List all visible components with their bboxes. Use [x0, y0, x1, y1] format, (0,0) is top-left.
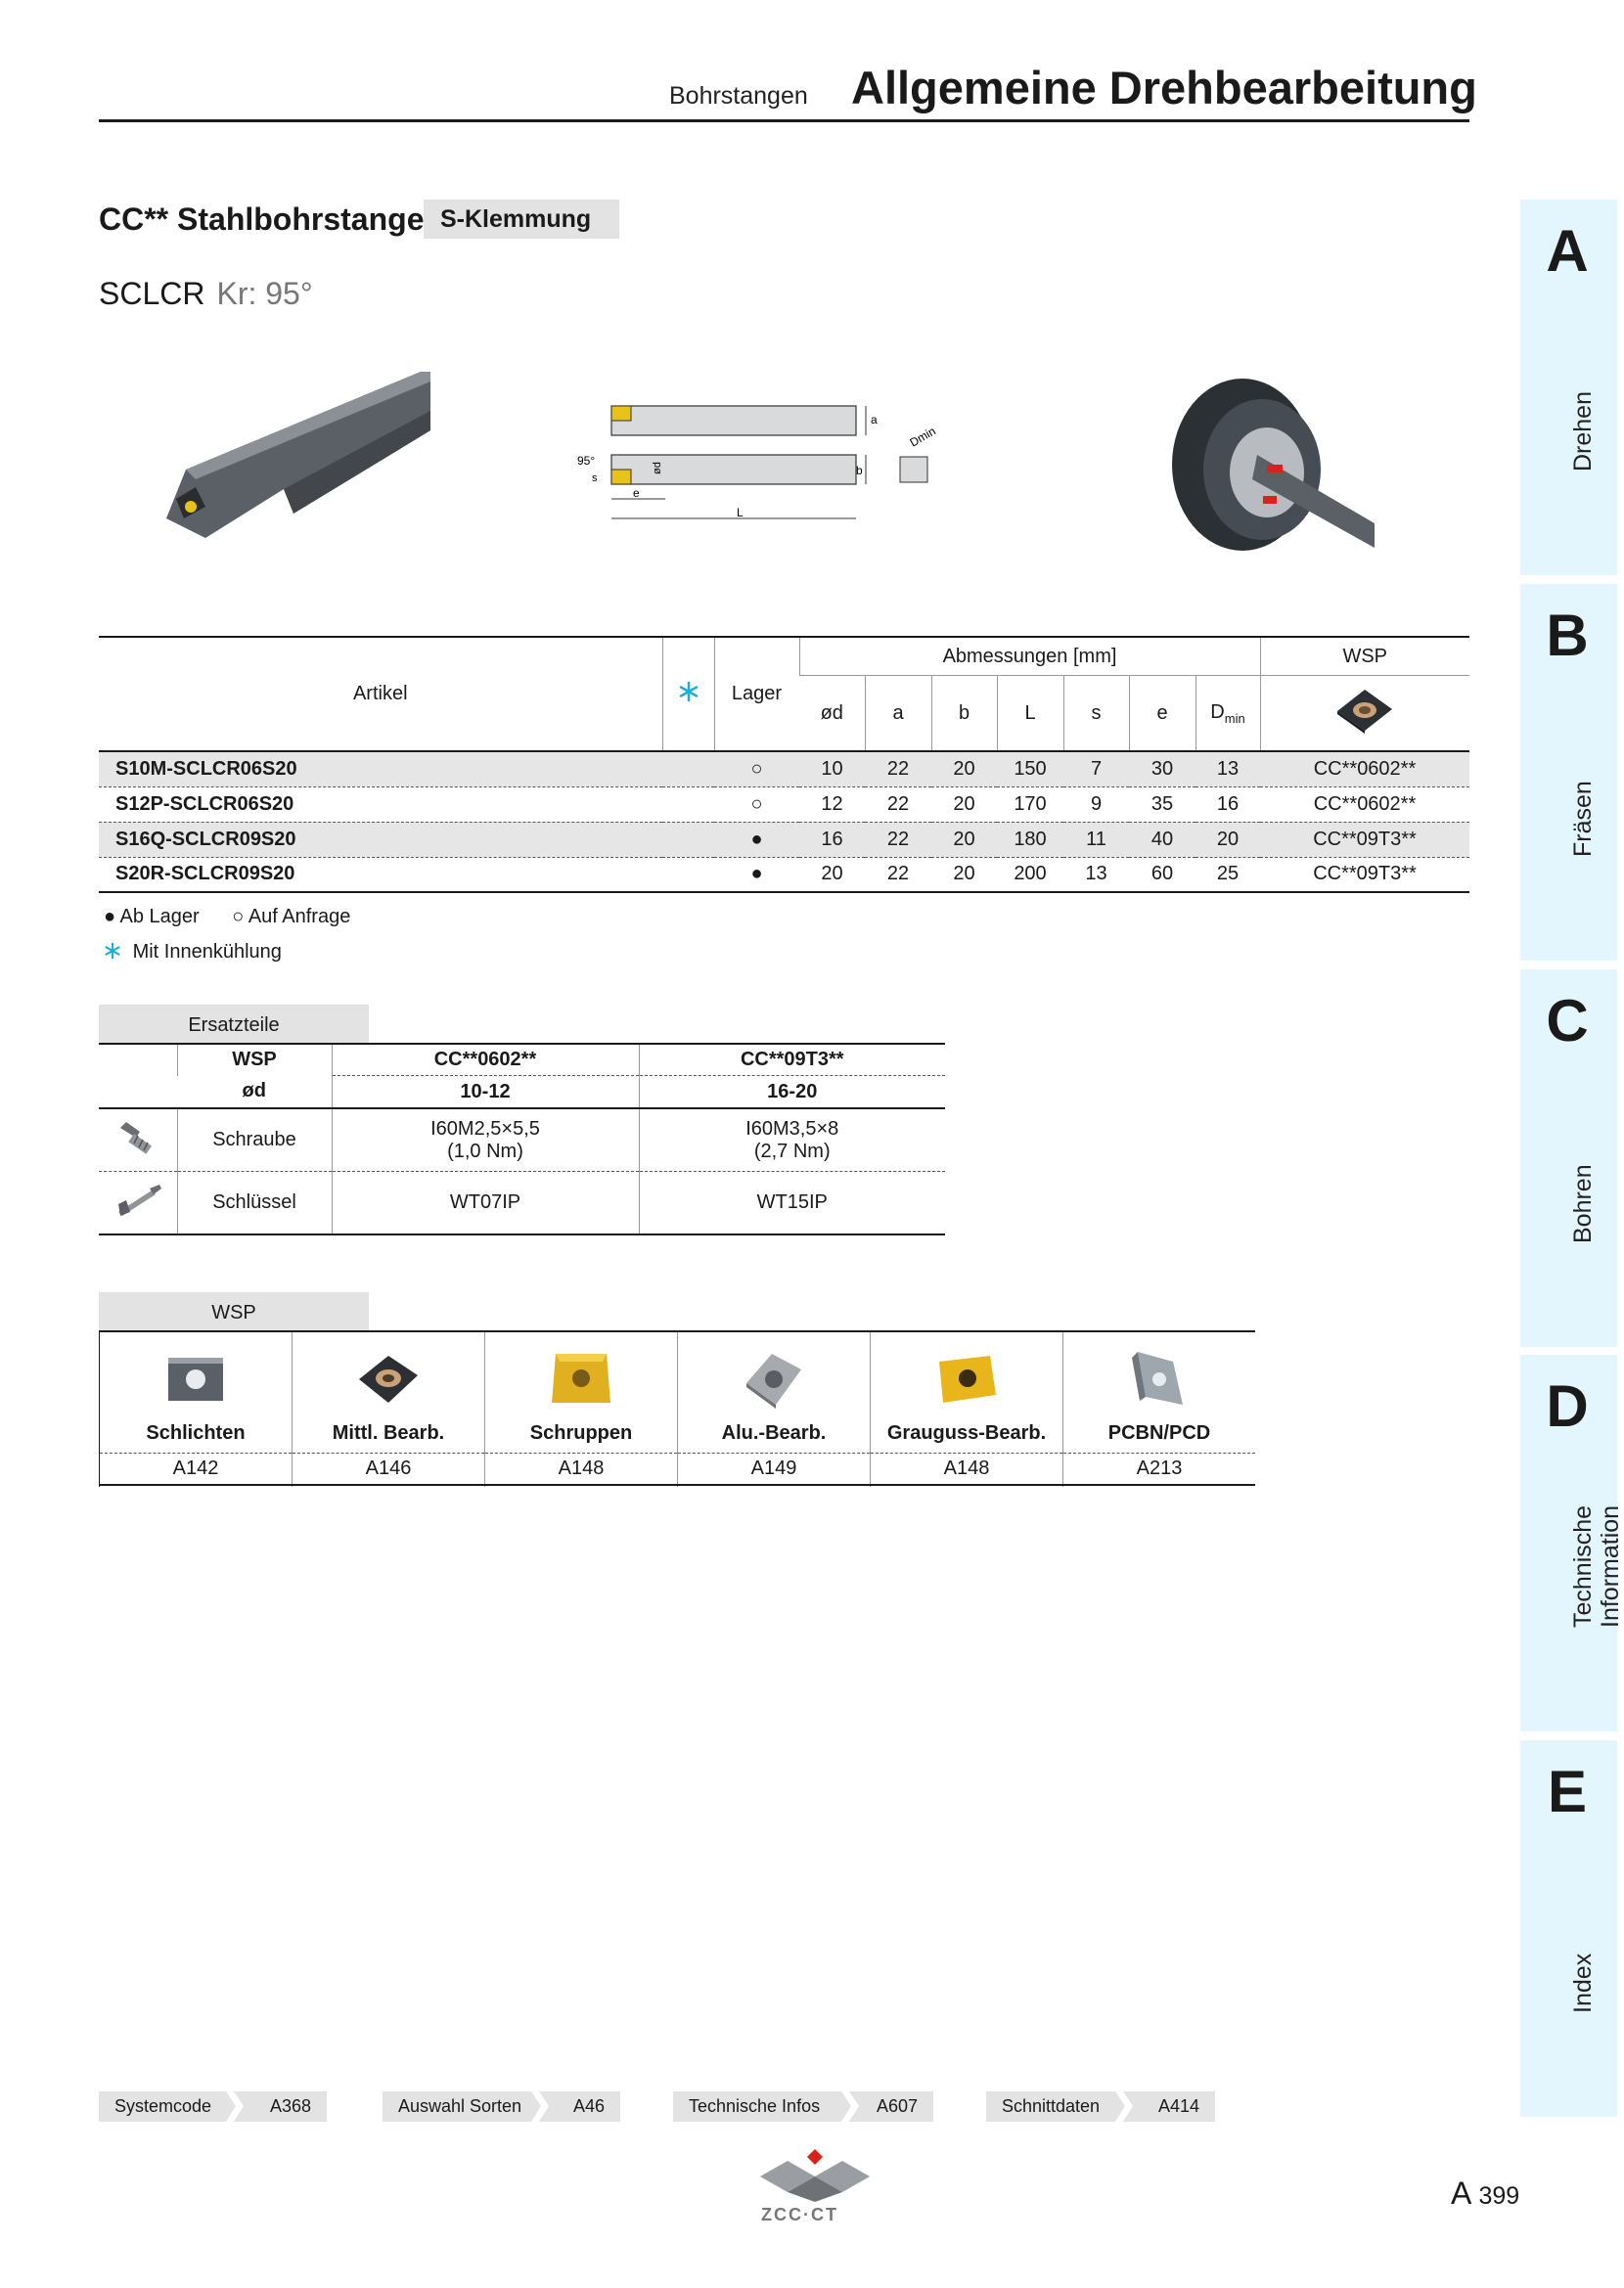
- side-tab-letter: B: [1546, 603, 1589, 668]
- screw-icon: [113, 1118, 163, 1157]
- page-number: [1451, 2176, 1519, 2212]
- side-tab-label: Fräsen: [1568, 781, 1597, 857]
- legend-kuehlung: Mit Innenkühlung: [132, 941, 282, 963]
- insert-item: Alu.-Bearb. A149: [677, 1332, 870, 1487]
- side-tab-letter: D: [1546, 1373, 1589, 1439]
- legend-ab-lager: ● Ab Lager: [104, 906, 200, 927]
- insert-pcbn-icon: [1124, 1344, 1195, 1414]
- footer-link-systemcode[interactable]: Systemcode A368: [99, 2091, 327, 2122]
- col-header-lager: Lager: [714, 637, 799, 751]
- legend-stock: [104, 906, 350, 928]
- dim-L: L: [737, 506, 744, 519]
- insert-icon: [1333, 686, 1396, 735]
- application-image: [1169, 377, 1375, 553]
- col-header-s: s: [1063, 676, 1129, 752]
- legend-coolant: [104, 941, 282, 964]
- col-header-od: ød: [799, 676, 865, 752]
- table-row: S20R-SCLCR09S20 ● 20 22 20 200 13 60 25 CC**09T3**: [99, 857, 1469, 892]
- insert-schruppen-icon: [546, 1344, 616, 1414]
- side-tab-c[interactable]: [1520, 969, 1617, 1347]
- col-header-artikel: Artikel: [99, 637, 662, 751]
- boring-bar-image: [166, 372, 440, 548]
- col-header-wsp: WSP: [1260, 637, 1469, 676]
- product-title: CC** Stahlbohrstange: [99, 202, 425, 237]
- dim-angle: 95°: [577, 454, 596, 468]
- side-tab-e[interactable]: [1520, 1740, 1617, 2117]
- header-section: Bohrstangen: [669, 82, 808, 110]
- side-tab-d[interactable]: [1520, 1355, 1624, 1731]
- spare-parts-label: Ersatzteile: [99, 1005, 369, 1043]
- spare-parts-table: WSP CC**0602** CC**09T3** ød 10-12 16-20 Schraube I60M2,5×5,5 (1,0 Nm) I60M3,5×8 (2,7 Nm) Schlüssel WT07IP WT15IP: [99, 1043, 945, 1235]
- insert-schlichten-icon: [160, 1344, 231, 1414]
- chevron-right-icon: [224, 2088, 244, 2125]
- table-row: S16Q-SCLCR09S20 ● 16 22 20 180 11 40 20 CC**09T3**: [99, 822, 1469, 857]
- footer-link-auswahl-sorten[interactable]: Auswahl Sorten A46: [383, 2091, 620, 2122]
- insert-item: Schruppen A148: [484, 1332, 677, 1487]
- inserts-table: [99, 1330, 1255, 1487]
- wsp-insert-image: [1260, 676, 1469, 752]
- side-tab-letter: C: [1546, 988, 1589, 1054]
- coolant-icon: [678, 681, 699, 702]
- side-tab-letter: A: [1546, 218, 1589, 284]
- table-row: S12P-SCLCR06S20 ○ 12 22 20 170 9 35 16 CC**0602**: [99, 786, 1469, 822]
- insert-item: Mittl. Bearb. A146: [292, 1332, 484, 1487]
- kr-angle: Kr: 95°: [216, 276, 313, 311]
- table-row: Schlüssel WT07IP WT15IP: [99, 1172, 945, 1235]
- side-tab-a[interactable]: [1520, 200, 1617, 575]
- side-tab-label: Index: [1568, 1952, 1597, 2013]
- technical-drawing: [563, 386, 983, 543]
- table-row: Schraube I60M2,5×5,5 (1,0 Nm) I60M3,5×8 (2,7 Nm): [99, 1108, 945, 1172]
- dim-a: a: [871, 413, 878, 426]
- logo-text: ZCC·CT: [761, 2205, 838, 2224]
- side-tab-b[interactable]: [1520, 584, 1617, 961]
- col-header-dims: Abmessungen [mm]: [799, 637, 1260, 676]
- key-icon: [113, 1183, 163, 1218]
- chevron-right-icon: [839, 2088, 859, 2125]
- model-line: [99, 276, 313, 312]
- footer-link-schnittdaten[interactable]: Schnittdaten A414: [986, 2091, 1215, 2122]
- side-tab-label: Bohren: [1568, 1164, 1597, 1243]
- coolant-header: [662, 637, 714, 751]
- dim-s: s: [592, 472, 598, 484]
- insert-alu-icon: [739, 1344, 809, 1414]
- insert-mittl-icon: [353, 1344, 424, 1414]
- chevron-right-icon: [1113, 2088, 1133, 2125]
- page-prefix: A: [1451, 2176, 1470, 2211]
- dim-e: e: [633, 486, 640, 500]
- dim-b: b: [856, 464, 863, 477]
- insert-item: Grauguss-Bearb. A148: [870, 1332, 1062, 1487]
- zcc-ct-logo-icon: [758, 2147, 872, 2204]
- inserts-label: WSP: [99, 1292, 369, 1330]
- side-tab-label: Drehen: [1568, 391, 1597, 471]
- footer-link-technische-infos[interactable]: Technische Infos A607: [673, 2091, 933, 2122]
- inserts-bottom-rule: [99, 1484, 1255, 1486]
- chevron-right-icon: [529, 2088, 549, 2125]
- model-code: SCLCR: [99, 276, 205, 311]
- col-header-a: a: [865, 676, 931, 752]
- clamping-badge: S-Klemmung: [424, 200, 619, 239]
- article-table: [99, 636, 1469, 893]
- insert-item: Schlichten A142: [99, 1332, 293, 1487]
- side-tab-label: Technische Information: [1568, 1504, 1624, 1628]
- col-header-b: b: [931, 676, 997, 752]
- side-tab-letter: E: [1547, 1759, 1588, 1824]
- dim-od: ød: [652, 462, 663, 474]
- insert-item: PCBN/PCD A213: [1062, 1332, 1255, 1487]
- table-row: S10M-SCLCR06S20 ○ 10 22 20 150 7 30 13 CC**0602**: [99, 751, 1469, 786]
- legend-auf-anfrage: ○ Auf Anfrage: [232, 906, 351, 927]
- col-header-L: L: [997, 676, 1063, 752]
- header-rule: [99, 119, 1469, 122]
- insert-grauguss-icon: [931, 1344, 1002, 1414]
- col-header-dmin: $D_{min}$: [1195, 676, 1260, 752]
- dim-dmin: Dmin: [907, 424, 938, 450]
- header-title: Allgemeine Drehbearbeitung: [851, 62, 1477, 113]
- page-num: 399: [1478, 2182, 1520, 2210]
- col-header-e: e: [1129, 676, 1195, 752]
- coolant-icon: [104, 942, 121, 960]
